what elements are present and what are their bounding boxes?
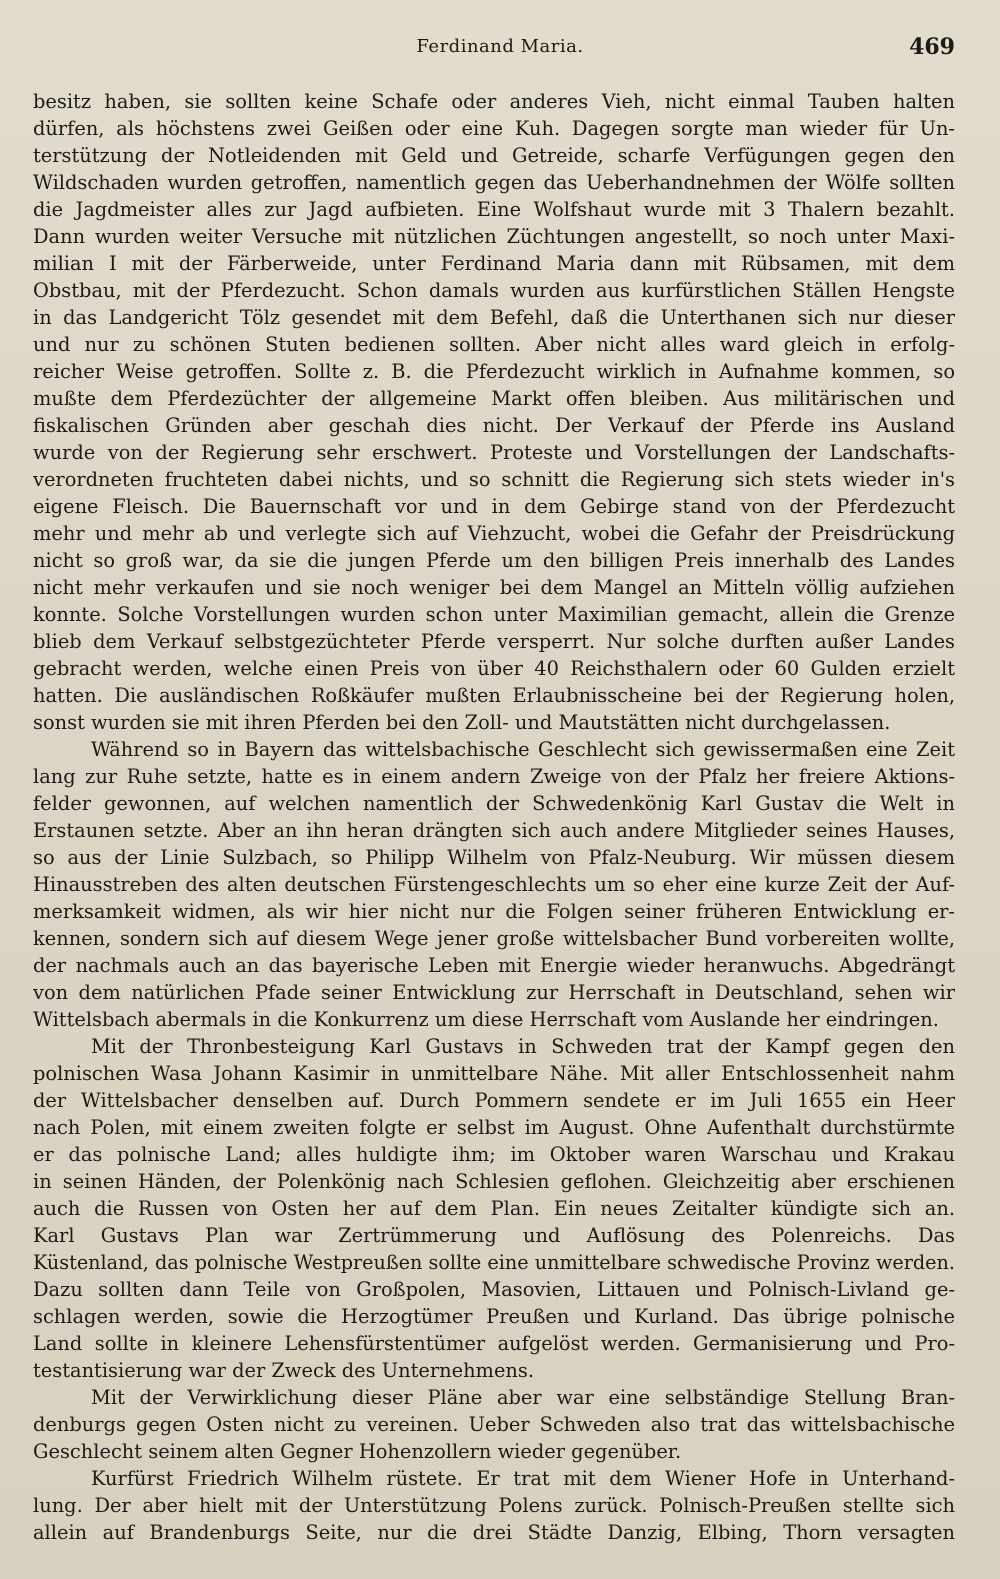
text-line: mußte dem Pferdezüchter der allgemeine Markt offen bleiben. Aus militärischen und bbox=[33, 387, 955, 410]
text-line: hatten. Die ausländischen Roßkäufer mußten Erlaubnisscheine bei der Regierung holen, bbox=[33, 684, 955, 707]
text-line: so aus der Linie Sulzbach, so Philipp Wilhelm von Pfalz-Neuburg. Wir müssen diesem bbox=[33, 846, 955, 869]
text-line: Hinausstreben des alten deutschen Fürstengeschlechts um so eher eine kurze Zeit der Auf- bbox=[33, 873, 955, 896]
running-title: Ferdinand Maria. bbox=[416, 36, 584, 57]
text-line: merksamkeit widmen, als wir hier nicht nur die Folgen seiner früheren Entwicklung er- bbox=[33, 900, 955, 923]
text-line: Karl Gustavs Plan war Zertrümmerung und Auflösung des Polenreichs. Das bbox=[33, 1224, 955, 1247]
text-line: polnischen Wasa Johann Kasimir in unmittelbare Nähe. Mit aller Entschlossenheit nahm bbox=[33, 1062, 955, 1085]
text-line: gebracht werden, welche einen Preis von über 40 Reichsthalern oder 60 Gulden erzielt bbox=[33, 657, 955, 680]
text-line: nach Polen, mit einem zweiten folgte er selbst im August. Ohne Aufenthalt durchstürmte bbox=[33, 1116, 955, 1139]
text-line: terstützung der Notleidenden mit Geld und Getreide, scharfe Verfügungen gegen den bbox=[33, 144, 955, 167]
text-line: Land sollte in kleinere Lehensfürstentümer aufgelöst werden. Germanisierung und Pro- bbox=[33, 1332, 955, 1355]
text-line: verordneten fruchteten dabei nichts, und so schnitt die Regierung sich stets wieder in's bbox=[33, 468, 955, 491]
text-line: besitz haben, sie sollten keine Schafe oder anderes Vieh, nicht einmal Tauben halten bbox=[33, 90, 955, 113]
text-line: lang zur Ruhe setzte, hatte es in einem andern Zweige von der Pfalz her freiere Aktions- bbox=[33, 765, 955, 788]
running-header bbox=[0, 36, 1000, 66]
text-line: nicht so groß war, da sie die jungen Pferde um den billigen Preis innerhalb des Landes bbox=[33, 549, 955, 572]
text-line: sonst wurden sie mit ihren Pferden bei den Zoll- und Mautstätten nicht durchgelassen. bbox=[33, 711, 891, 734]
text-line: Dazu sollten dann Teile von Großpolen, Masovien, Littauen und Polnisch-Livland ge- bbox=[33, 1278, 955, 1301]
page-number: 469 bbox=[909, 34, 955, 60]
text-line: und nur zu schönen Stuten bedienen sollten. Aber nicht alles ward gleich in erfolg- bbox=[33, 333, 955, 356]
text-line: Mit der Verwirklichung dieser Pläne aber war eine selbständige Stellung Bran- bbox=[91, 1386, 955, 1409]
text-line: Kurfürst Friedrich Wilhelm rüstete. Er trat mit dem Wiener Hofe in Unterhand- bbox=[91, 1467, 955, 1490]
text-line: konnte. Solche Vorstellungen wurden schon unter Maximilian gemacht, allein die Grenze bbox=[33, 603, 955, 626]
text-line: Mit der Thronbesteigung Karl Gustavs in Schweden trat der Kampf gegen den bbox=[91, 1035, 955, 1058]
text-line: testantisierung war der Zweck des Unternehmens. bbox=[33, 1359, 535, 1382]
text-line: eigene Fleisch. Die Bauernschaft vor und in dem Gebirge stand von der Pferdezucht bbox=[33, 495, 955, 518]
text-line: in seinen Händen, der Polenkönig nach Schlesien geflohen. Gleichzeitig aber erschienen bbox=[33, 1170, 955, 1193]
text-line: Während so in Bayern das wittelsbachische Geschlecht sich gewissermaßen eine Zeit bbox=[91, 738, 955, 761]
text-line: von dem natürlichen Pfade seiner Entwicklung zur Herrschaft in Deutschland, sehen wir bbox=[33, 981, 955, 1004]
text-line: schlagen werden, sowie die Herzogtümer Preußen und Kurland. Das übrige polnische bbox=[33, 1305, 955, 1328]
text-line: nicht mehr verkaufen und sie noch weniger bei dem Mangel an Mitteln völlig aufziehen bbox=[33, 576, 955, 599]
text-line: Dann wurden weiter Versuche mit nützlichen Züchtungen angestellt, so noch unter Maxi- bbox=[33, 225, 955, 248]
text-line: Wildschaden wurden getroffen, namentlich gegen das Ueberhandnehmen der Wölfe sollten bbox=[33, 171, 955, 194]
text-line: auch die Russen von Osten her auf dem Plan. Ein neues Zeitalter kündigte sich an. bbox=[33, 1197, 955, 1220]
text-line: Küstenland, das polnische Westpreußen sollte eine unmittelbare schwedische Provinz werden. bbox=[33, 1251, 955, 1274]
text-line: der Wittelsbacher denselben auf. Durch Pommern sendete er im Juli 1655 ein Heer bbox=[33, 1089, 955, 1112]
body-text bbox=[33, 88, 955, 1546]
text-line: Erstaunen setzte. Aber an ihn heran drängten sich auch andere Mitglieder seines Hauses, bbox=[33, 819, 955, 842]
text-line: milian I mit der Färberweide, unter Ferdinand Maria dann mit Rübsamen, mit dem bbox=[33, 252, 955, 275]
text-line: blieb dem Verkauf selbstgezüchteter Pferde versperrt. Nur solche durften außer Landes bbox=[33, 630, 955, 653]
text-line: wurde von der Regierung sehr erschwert. Proteste und Vorstellungen der Landschafts- bbox=[33, 441, 955, 464]
text-line: allein auf Brandenburgs Seite, nur die drei Städte Danzig, Elbing, Thorn versagten bbox=[33, 1521, 955, 1544]
text-line: reicher Weise getroffen. Sollte z. B. die Pferdezucht wirklich in Aufnahme kommen, so bbox=[33, 360, 955, 383]
text-line: dürfen, als höchstens zwei Geißen oder eine Kuh. Dagegen sorgte man wieder für Un- bbox=[33, 117, 955, 140]
text-line: die Jagdmeister alles zur Jagd aufbieten. Eine Wolfshaut wurde mit 3 Thalern bezahlt. bbox=[33, 198, 955, 221]
text-line: denburgs gegen Osten nicht zu vereinen. Ueber Schweden also trat das wittelsbachische bbox=[33, 1413, 955, 1436]
text-line: fiskalischen Gründen aber geschah dies nicht. Der Verkauf der Pferde ins Ausland bbox=[33, 414, 955, 437]
text-line: Wittelsbach abermals in die Konkurrenz um diese Herrschaft vom Auslande her eindringen. bbox=[33, 1008, 939, 1031]
text-line: in das Landgericht Tölz gesendet mit dem Befehl, daß die Unterthanen sich nur dieser bbox=[33, 306, 955, 329]
text-line: mehr und mehr ab und verlegte sich auf Viehzucht, wobei die Gefahr der Preisdrückung bbox=[33, 522, 955, 545]
text-line: der nachmals auch an das bayerische Leben mit Energie wieder heranwuchs. Abgedrängt bbox=[33, 954, 955, 977]
text-line: Obstbau, mit der Pferdezucht. Schon damals wurden aus kurfürstlichen Ställen Hengste bbox=[33, 279, 955, 302]
text-line: Geschlecht seinem alten Gegner Hohenzollern wieder gegenüber. bbox=[33, 1440, 682, 1463]
text-line: kennen, sondern sich auf diesem Wege jener große wittelsbacher Bund vorbereiten wollte, bbox=[33, 927, 955, 950]
text-line: er das polnische Land; alles huldigte ihm; im Oktober waren Warschau und Krakau bbox=[33, 1143, 955, 1166]
text-line: felder gewonnen, auf welchen namentlich der Schwedenkönig Karl Gustav die Welt in bbox=[33, 792, 955, 815]
text-line: lung. Der aber hielt mit der Unterstützung Polens zurück. Polnisch-Preußen stellte sich bbox=[33, 1494, 955, 1517]
